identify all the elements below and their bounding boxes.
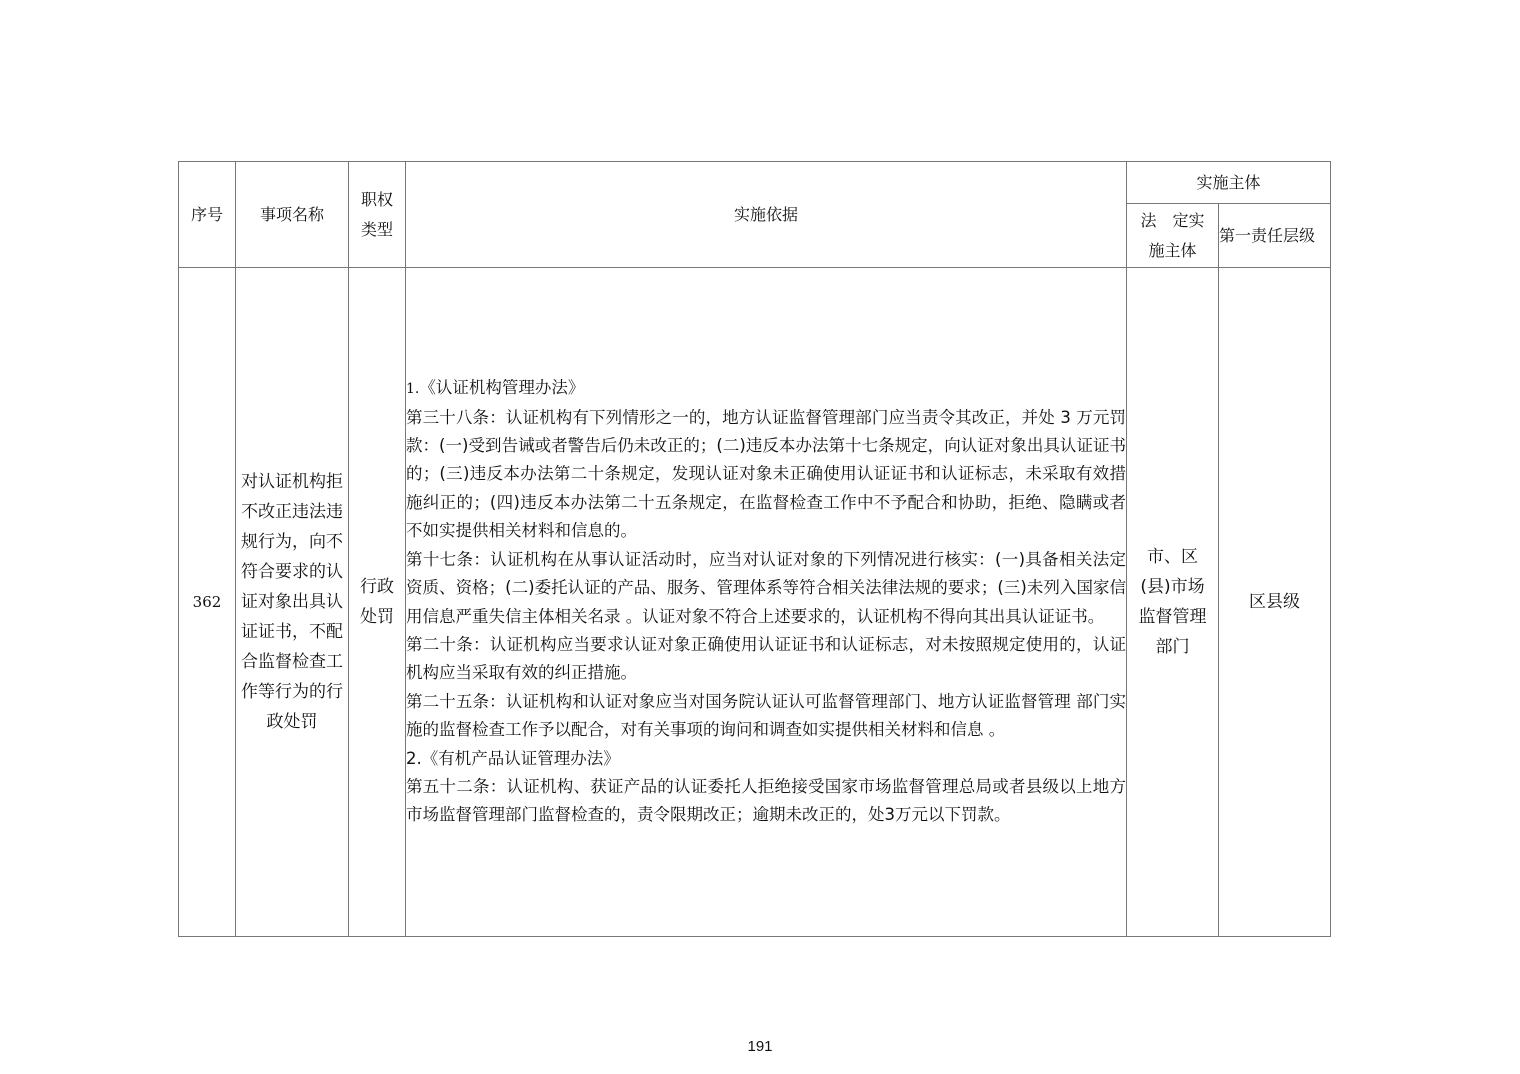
enforcement-table	[178, 161, 1331, 937]
page-number: 191	[747, 1038, 773, 1055]
header-legal-subject: 法 定实施主体	[1127, 204, 1219, 268]
header-first-level: 第一责任层级	[1219, 204, 1331, 268]
basis-law1-heading	[406, 374, 1126, 403]
cell-power-type: 行政处罚	[349, 268, 406, 937]
header-subject: 实施主体	[1127, 162, 1331, 204]
header-basis: 实施依据	[406, 162, 1127, 268]
cell-seq: 362	[179, 268, 236, 937]
header-power-type: 职权类型	[349, 162, 406, 268]
basis-law2-heading: 2.《有机产品认证管理办法》	[406, 748, 620, 768]
basis-law1-title: 《认证机构管理办法》	[419, 378, 585, 398]
basis-article-25: 第二十五条：认证机构和认证对象应当对国务院认证认可监督管理部门、地方认证监督管理 部门实施的监督检查工作予以配合，对有关事项的询问和调查如实提供相关材料和信息 。	[406, 691, 1126, 740]
cell-first-level: 区县级	[1219, 268, 1331, 937]
cell-basis	[406, 268, 1127, 937]
cell-item-name: 对认证机构拒不改正违法违规行为，向不符合要求的认证对象出具认证证书，不配合监督检查工作等行为的行政处罚	[236, 268, 349, 937]
header-seq: 序号	[179, 162, 236, 268]
basis-article-20: 第二十条：认证机构应当要求认证对象正确使用认证证书和认证标志，对未按照规定使用的，认证机构应当采取有效的纠正措施。	[406, 634, 1126, 683]
basis-article-52: 第五十二条：认证机构、获证产品的认证委托人拒绝接受国家市场监督管理总局或者县级以上地方市场监督管理部门监督检查的，责令限期改正；逾期未改正的，处3万元以下罚款。	[406, 776, 1126, 825]
basis-article-38: 第三十八条：认证机构有下列情形之一的，地方认证监督管理部门应当责令其改正，并处 3 万元罚款：(一)受到告诫或者警告后仍未改正的；(二)违反本办法第十七条规定，向认证对象出具认证证书的；(三)违反本办法第二十条规定，发现认证对象未正确使用认证证书和认证标志，未采取有效措施纠正的；(四)违反本办法第二十五条规定，在监督检查工作中不予配合和协助，拒绝、隐瞒或者不如实提供相关材料和信息的。	[406, 407, 1126, 541]
basis-law1-number: 1.	[406, 381, 420, 398]
basis-article-17: 第十七条：认证机构在从事认证活动时，应当对认证对象的下列情况进行核实：(一)具备相关法定资质、资格；(二)委托认证的产品、服务、管理体系等符合相关法律法规的要求；(三)未列入国家信用信息严重失信主体相关名录 。认证对象不符合上述要求的，认证机构不得向其出具认证证书。	[406, 549, 1126, 626]
cell-legal-subject: 市、区(县)市场监督管理部门	[1127, 268, 1219, 937]
header-item-name: 事项名称	[236, 162, 349, 268]
